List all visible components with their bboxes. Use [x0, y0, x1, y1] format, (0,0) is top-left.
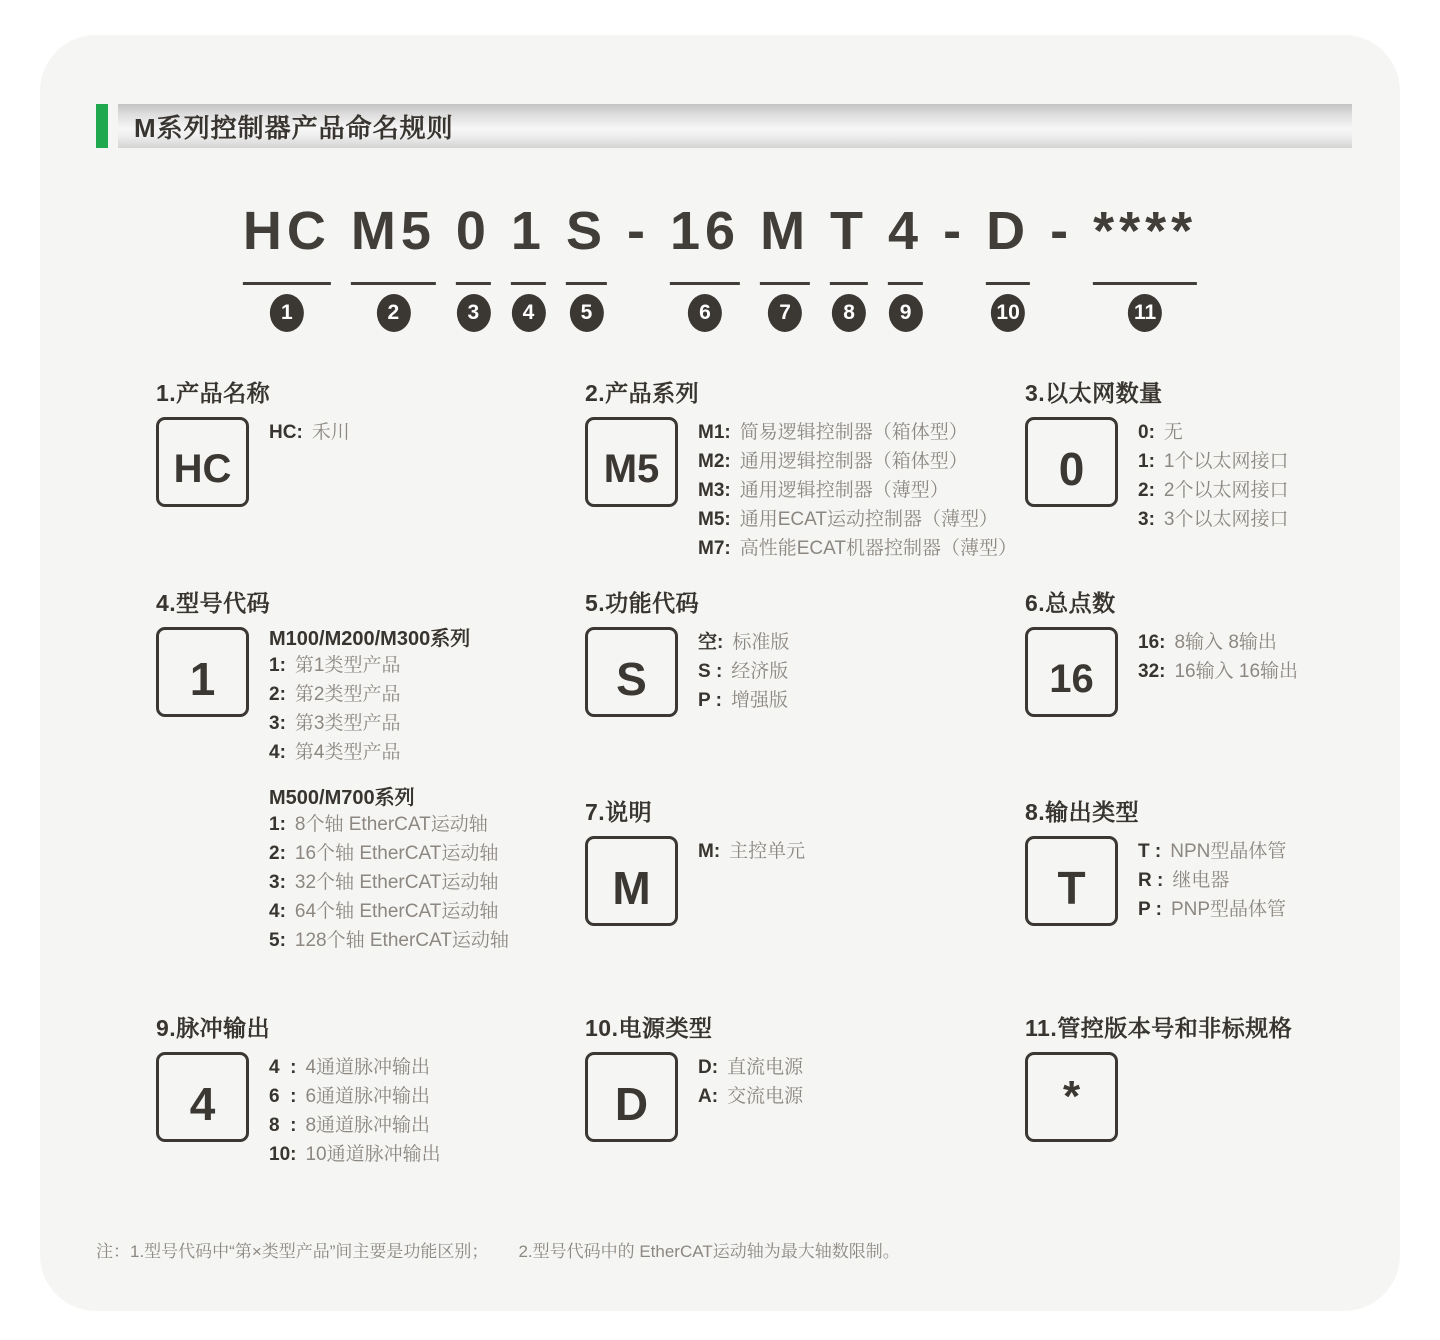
- legend-item: [1138, 505, 1288, 534]
- segment-callout: [1128, 294, 1162, 334]
- segment-number-badge: 8: [832, 294, 866, 332]
- code-box: [585, 417, 678, 507]
- model-segment-text: 1: [510, 201, 546, 261]
- item-desc: 第3类型产品: [294, 713, 401, 734]
- model-segment-text: M5: [350, 201, 436, 261]
- item-desc: 8通道脉冲输出: [305, 1115, 431, 1136]
- legend-item: [269, 810, 509, 839]
- page-title: M系列控制器产品命名规则: [134, 112, 454, 143]
- section-title: 7.说明: [585, 799, 653, 825]
- model-segment-text: 4: [888, 201, 924, 261]
- segment-number-badge: 5: [569, 294, 603, 332]
- item-desc: 64个轴 EtherCAT运动轴: [294, 901, 499, 922]
- segment-number-badge: 7: [768, 294, 802, 332]
- legend-item: [698, 1082, 803, 1111]
- section-title: 4.型号代码: [156, 590, 271, 616]
- segment-underline: [986, 282, 1030, 285]
- section-title: 5.功能代码: [585, 590, 700, 616]
- segment-underline: [888, 282, 923, 285]
- item-desc: 1个以太网接口: [1163, 451, 1289, 472]
- item-code: 2:: [269, 843, 286, 864]
- item-code: HC:: [269, 422, 303, 443]
- item-code: 空:: [698, 632, 724, 653]
- item-code: M7:: [698, 538, 731, 559]
- header-accent-bar: [96, 104, 108, 148]
- legend-item: [269, 738, 509, 767]
- model-segment-9: [888, 198, 923, 334]
- section-model-code: [156, 591, 509, 955]
- code-value: T: [1057, 862, 1086, 914]
- segment-number-badge: 9: [889, 294, 923, 332]
- item-list: [1138, 627, 1298, 686]
- code-value: *: [1062, 1072, 1081, 1121]
- code-box: [585, 627, 678, 717]
- code-box: [1025, 1052, 1118, 1142]
- legend-item: [269, 897, 509, 926]
- model-segment-text: T: [830, 201, 869, 261]
- footnote-part-1: 注：1.型号代码中“第×类型产品”间主要是功能区别；: [96, 1242, 489, 1261]
- segment-callout: [889, 294, 923, 334]
- model-segment-10: [986, 198, 1030, 334]
- legend-item: [269, 1082, 441, 1111]
- section-function-code: [585, 591, 789, 717]
- segment-underline: [1093, 282, 1197, 285]
- header-bar: [118, 104, 1352, 148]
- item-code: S :: [698, 661, 723, 682]
- item-list: [698, 1052, 803, 1111]
- item-desc: 10通道脉冲输出: [305, 1144, 441, 1165]
- section-description: [585, 800, 805, 926]
- item-code: 6 :: [269, 1086, 297, 1107]
- segment-underline: [351, 282, 436, 285]
- segment-number-badge: 4: [511, 294, 545, 332]
- item-list: [269, 627, 509, 955]
- item-code: M1:: [698, 422, 731, 443]
- legend-item: [698, 447, 1017, 476]
- code-value: S: [616, 653, 647, 705]
- item-desc: 第4类型产品: [294, 742, 401, 763]
- legend-item: [698, 505, 1017, 534]
- section-title: 11.管控版本号和非标规格: [1025, 1015, 1293, 1041]
- segment-number-badge: 11: [1128, 294, 1162, 332]
- item-desc: 第2类型产品: [294, 684, 401, 705]
- model-segment-text: ****: [1093, 201, 1198, 261]
- naming-rule-card: [40, 35, 1400, 1311]
- legend-item: [1138, 895, 1286, 924]
- legend-item: [1138, 657, 1298, 686]
- code-value: 16: [1049, 656, 1094, 701]
- section-title: 10.电源类型: [585, 1015, 713, 1041]
- segment-underline: [243, 282, 331, 285]
- item-code: 1:: [269, 655, 286, 676]
- legend-item: [269, 680, 509, 709]
- item-desc: 禾川: [311, 422, 350, 443]
- model-segment-text: D: [986, 201, 1031, 261]
- item-desc: PNP型晶体管: [1170, 899, 1287, 920]
- segment-callout: [832, 294, 866, 334]
- legend-item: [269, 1140, 441, 1169]
- section-pulse-output: [156, 1016, 441, 1169]
- item-list: [1138, 836, 1286, 924]
- item-code: 4:: [269, 901, 286, 922]
- model-separator: [627, 198, 650, 334]
- item-code: M3:: [698, 480, 731, 501]
- legend-item: [269, 926, 509, 955]
- segment-underline: [830, 282, 868, 285]
- item-code: 2:: [269, 684, 286, 705]
- item-desc: 32个轴 EtherCAT运动轴: [294, 872, 499, 893]
- segment-callout: [991, 294, 1025, 334]
- code-value: 0: [1058, 443, 1085, 495]
- item-code: M:: [698, 841, 721, 862]
- legend-item: [1138, 476, 1288, 505]
- legend-item: [269, 651, 509, 680]
- item-desc: 通用逻辑控制器（箱体型）: [739, 451, 968, 472]
- footnote-part-2: 2.型号代码中的 EtherCAT运动轴为最大轴数限制。: [518, 1242, 900, 1261]
- item-code: P :: [698, 690, 722, 711]
- segment-underline: [670, 282, 740, 285]
- section-title: 2.产品系列: [585, 380, 700, 406]
- item-desc: 无: [1163, 422, 1183, 443]
- item-desc: 16个轴 EtherCAT运动轴: [294, 843, 499, 864]
- legend-item: [698, 476, 1017, 505]
- item-code: M2:: [698, 451, 731, 472]
- item-desc: 8个轴 EtherCAT运动轴: [294, 814, 488, 835]
- item-list: [269, 1052, 441, 1169]
- item-desc: 8输入 8输出: [1174, 632, 1277, 653]
- item-list: [698, 627, 789, 715]
- item-list: [698, 417, 1017, 563]
- section-ethernet-count: [1025, 381, 1288, 534]
- legend-item: [698, 628, 789, 657]
- item-desc: NPN型晶体管: [1170, 841, 1287, 862]
- code-value: 4: [189, 1078, 216, 1130]
- model-segment-2: [351, 198, 436, 334]
- item-code: M5:: [698, 509, 731, 530]
- item-desc: 通用ECAT运动控制器（薄型）: [739, 509, 998, 530]
- segment-underline: [760, 282, 810, 285]
- item-code: 1:: [269, 814, 286, 835]
- model-separator: [943, 198, 966, 334]
- item-code: 2:: [1138, 480, 1155, 501]
- code-value: M: [612, 862, 651, 914]
- item-code: 3:: [269, 872, 286, 893]
- item-code: R :: [1138, 870, 1164, 891]
- item-code: 4:: [269, 742, 286, 763]
- section-total-points: [1025, 591, 1298, 717]
- item-desc: 3个以太网接口: [1163, 509, 1289, 530]
- segment-callout: [376, 294, 410, 334]
- section-product-name: [156, 381, 350, 507]
- segment-callout: [569, 294, 603, 334]
- item-code: 3:: [1138, 509, 1155, 530]
- item-code: 16:: [1138, 632, 1166, 653]
- item-desc: 经济版: [731, 661, 789, 682]
- segment-number-badge: 6: [688, 294, 722, 332]
- item-code: 4 :: [269, 1057, 297, 1078]
- section-title: 1.产品名称: [156, 380, 271, 406]
- item-desc: 128个轴 EtherCAT运动轴: [294, 930, 509, 951]
- item-code: 32:: [1138, 661, 1166, 682]
- footnote: [96, 1240, 900, 1264]
- code-box: [1025, 627, 1118, 717]
- model-segment-text: 0: [455, 201, 491, 261]
- segment-number-badge: 2: [376, 294, 410, 332]
- item-code: 10:: [269, 1144, 297, 1165]
- model-segment-8: [830, 198, 868, 334]
- model-segment-3: [456, 198, 491, 334]
- section-title: 9.脉冲输出: [156, 1015, 271, 1041]
- legend-item: [698, 837, 805, 866]
- segment-number-badge: 3: [456, 294, 490, 332]
- item-code: D:: [698, 1057, 719, 1078]
- item-desc: 简易逻辑控制器（箱体型）: [739, 422, 968, 443]
- legend-item: [1138, 866, 1286, 895]
- item-desc: 高性能ECAT机器控制器（薄型）: [739, 538, 1017, 559]
- code-box: [156, 417, 249, 507]
- code-box: [156, 1052, 249, 1142]
- code-value: M5: [603, 446, 660, 491]
- item-code: 0:: [1138, 422, 1155, 443]
- item-desc: 继电器: [1172, 870, 1230, 891]
- item-desc: 增强版: [730, 690, 788, 711]
- model-segment-5: [566, 198, 607, 334]
- item-desc: 4通道脉冲输出: [305, 1057, 431, 1078]
- section-version-spec: [1025, 1016, 1292, 1142]
- section-title: 6.总点数: [1025, 590, 1116, 616]
- item-desc: 直流电源: [727, 1057, 804, 1078]
- segment-callout: [768, 294, 802, 334]
- section-product-series: [585, 381, 1017, 563]
- legend-item: [698, 1053, 803, 1082]
- model-segment-11: [1093, 198, 1197, 334]
- item-desc: 第1类型产品: [294, 655, 401, 676]
- legend-item: [269, 1111, 441, 1140]
- item-code: 5:: [269, 930, 286, 951]
- code-box: [1025, 836, 1118, 926]
- code-value: HC: [173, 446, 232, 491]
- segment-underline: [511, 282, 546, 285]
- item-desc: 交流电源: [727, 1086, 804, 1107]
- segment-callout: [270, 294, 304, 334]
- model-segment-text: M: [760, 201, 811, 261]
- code-value: 1: [189, 653, 216, 705]
- item-group-header: M500/M700系列: [269, 787, 415, 809]
- section-power-type: [585, 1016, 803, 1142]
- section-title: 3.以太网数量: [1025, 380, 1163, 406]
- code-value: D: [614, 1078, 649, 1130]
- item-code: 1:: [1138, 451, 1155, 472]
- model-code: [243, 198, 1197, 334]
- item-desc: 16输入 16输出: [1174, 661, 1299, 682]
- segment-number-badge: 10: [991, 294, 1025, 332]
- model-segment-6: [670, 198, 740, 334]
- segment-callout: [688, 294, 722, 334]
- code-box: [1025, 417, 1118, 507]
- legend-item: [698, 686, 789, 715]
- item-code: 3:: [269, 713, 286, 734]
- section-title: 8.输出类型: [1025, 799, 1140, 825]
- legend-item: [269, 418, 350, 447]
- legend-item: [698, 418, 1017, 447]
- model-separator: [1050, 198, 1073, 334]
- model-segment-text: -: [943, 201, 967, 261]
- item-code: T :: [1138, 841, 1162, 862]
- segment-number-badge: 1: [270, 294, 304, 332]
- code-box: [585, 1052, 678, 1142]
- item-code: 8 :: [269, 1115, 297, 1136]
- model-segment-text: 16: [669, 201, 741, 261]
- legend-item: [698, 657, 789, 686]
- item-desc: 2个以太网接口: [1163, 480, 1289, 501]
- item-desc: 主控单元: [729, 841, 806, 862]
- segment-underline: [566, 282, 607, 285]
- model-segment-7: [760, 198, 810, 334]
- model-segment-text: HC: [242, 201, 331, 261]
- item-desc: 通用逻辑控制器（薄型）: [739, 480, 949, 501]
- legend-item: [269, 1053, 441, 1082]
- item-code: A:: [698, 1086, 719, 1107]
- item-group-header: M100/M200/M300系列: [269, 628, 471, 650]
- item-list: [1138, 417, 1288, 534]
- code-box: [156, 627, 249, 717]
- segment-callout: [511, 294, 545, 334]
- legend-item: [1138, 418, 1288, 447]
- legend-item: [269, 868, 509, 897]
- legend-item: [698, 534, 1017, 563]
- item-code: P :: [1138, 899, 1162, 920]
- model-segment-text: S: [565, 201, 608, 261]
- code-box: [585, 836, 678, 926]
- item-desc: 标准版: [732, 632, 790, 653]
- item-list: [269, 417, 350, 447]
- legend-item: [269, 839, 509, 868]
- legend-item: [1138, 447, 1288, 476]
- item-desc: 6通道脉冲输出: [305, 1086, 431, 1107]
- item-list: [698, 836, 805, 866]
- segment-callout: [456, 294, 490, 334]
- model-segment-text: -: [627, 201, 650, 261]
- legend-item: [1138, 628, 1298, 657]
- model-segment-4: [511, 198, 546, 334]
- section-output-type: [1025, 800, 1286, 926]
- legend-item: [269, 709, 509, 738]
- model-segment-1: [243, 198, 331, 334]
- model-segment-text: -: [1050, 201, 1074, 261]
- legend-item: [1138, 837, 1286, 866]
- segment-underline: [456, 282, 491, 285]
